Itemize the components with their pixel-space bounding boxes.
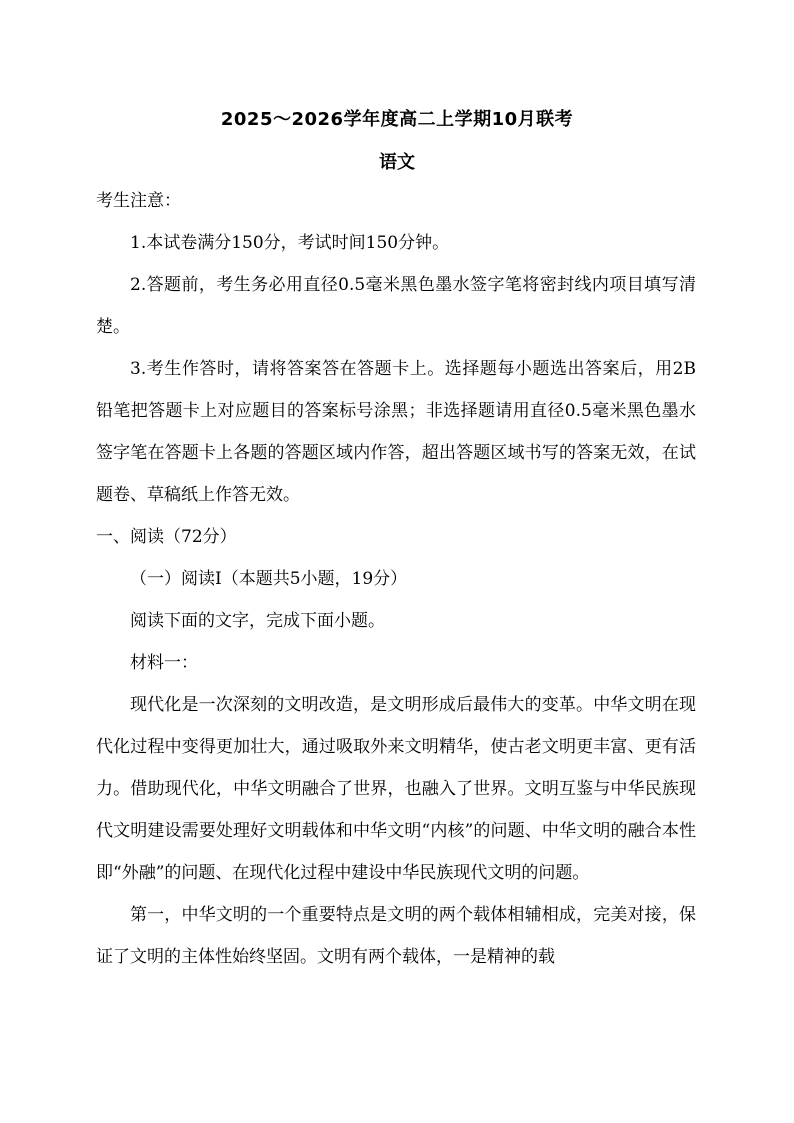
material-paragraph-1: 现代化是一次深刻的文明改造，是文明形成后最伟大的变革。中华文明在现代化过程中变得更加壮大，通过吸取外来文明精华，使古老文明更丰富、更有活力。借助现代化，中华文明融合了世界，也融入了世界。文明互鉴与中华民族现代文明建设需要处理好文明载体和中华文明“内核”的问题、中华文明的融合本性即“外融”的问题、在现代化过程中建设中华民族现代文明的问题。	[96, 695, 696, 883]
section-heading: 一、阅读（72分）	[96, 527, 237, 547]
material-paragraph-2: 第一，中华文明的一个重要特点是文明的两个载体相辅相成，完美对接，保证了文明的主体性始终坚固。文明有两个载体，一是精神的载	[96, 905, 696, 967]
exam-body	[96, 180, 696, 978]
material-label: 材料一：	[130, 653, 198, 673]
exam-subject: 语文	[379, 152, 415, 173]
notice-heading: 考生注意：	[96, 191, 181, 211]
reading-instruction: 阅读下面的文字，完成下面小题。	[130, 611, 385, 631]
notice-item-1: 1.本试卷满分150分，考试时间150分钟。	[130, 233, 450, 253]
notice-item-3: 3.考生作答时，请将答案答在答题卡上。选择题每小题选出答案后，用2B铅笔把答题卡上对应题目的答案标号涂黑；非选择题请用直径0.5毫米黑色墨水签字笔在答题卡上各题的答题区域内作答，超出答题区域书写的答案无效，在试题卷、草稿纸上作答无效。	[96, 359, 696, 505]
exam-title: 2025～2026学年度高二上学期10月联考	[220, 109, 574, 130]
sub-section-heading: （一）阅读Ⅰ（本题共5小题，19分）	[130, 569, 408, 589]
notice-item-2: 2.答题前，考生务必用直径0.5毫米黑色墨水签字笔将密封线内项目填写清楚。	[96, 275, 696, 337]
